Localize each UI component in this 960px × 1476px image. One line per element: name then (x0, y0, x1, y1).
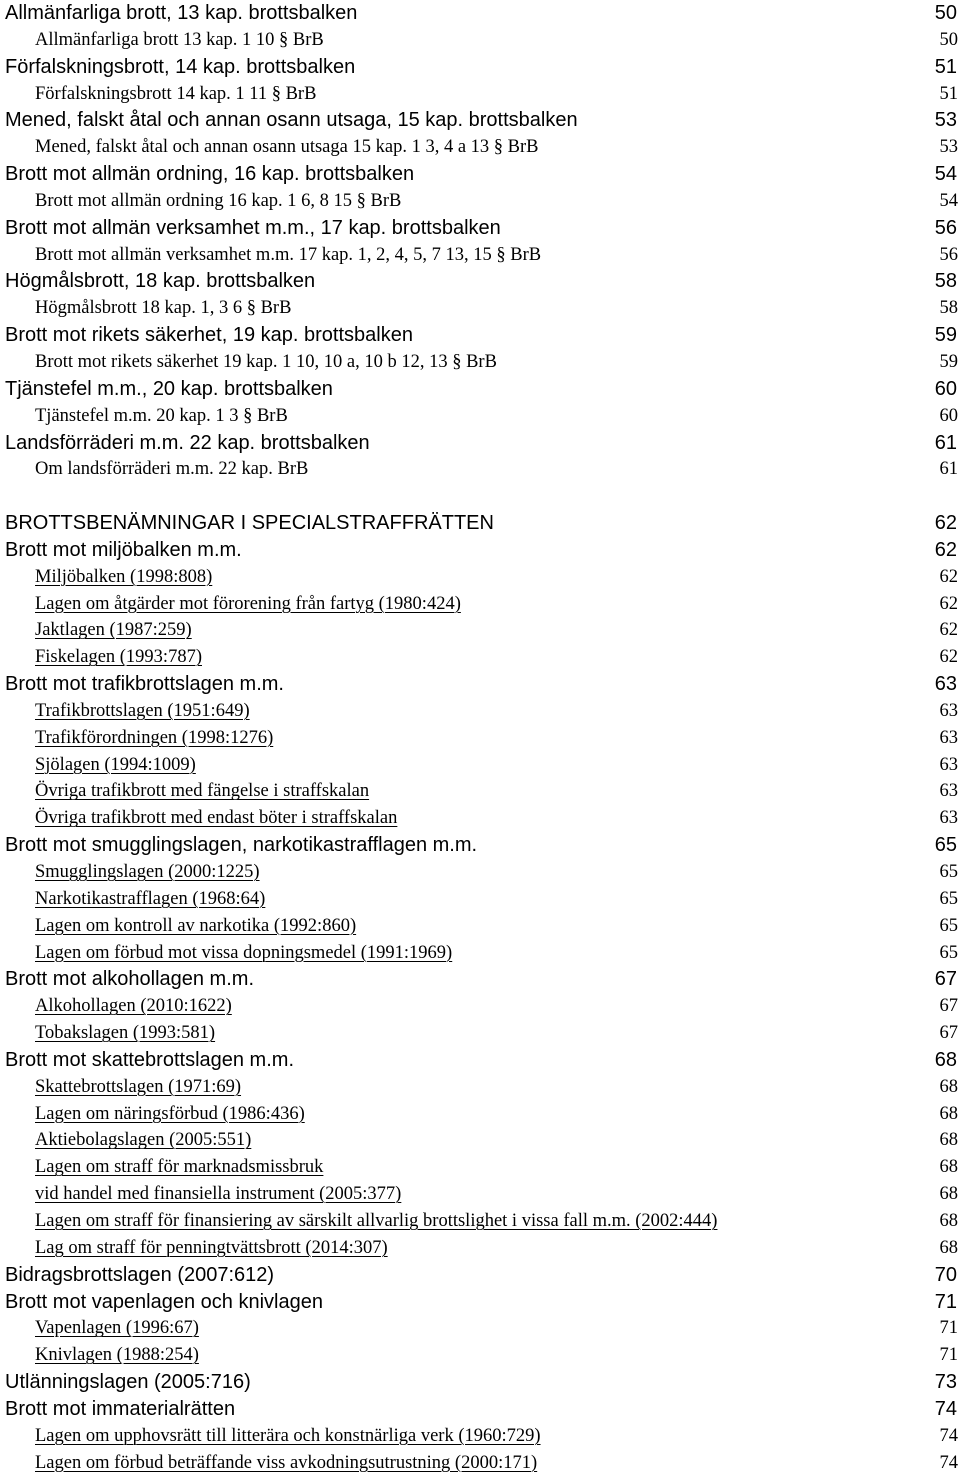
toc-entry-title: Förfalskningsbrott 14 kap. 1 11 § BrB (35, 83, 317, 104)
toc-entry-title: Brott mot allmän verksamhet m.m. 17 kap. 1, 2, 4, 5, 7 13, 15 § BrB (35, 244, 542, 265)
toc-entry-title: Brott mot rikets säkerhet, 19 kap. brottsbalken (5, 324, 413, 347)
toc-page-number: 71 (939, 1318, 958, 1339)
toc-page-number: 68 (939, 1157, 958, 1178)
toc-entry-title: Utlänningslagen (2005:716) (5, 1371, 251, 1394)
toc-page-number: 63 (939, 808, 958, 829)
toc-page-number: 65 (939, 915, 958, 936)
toc-page-number: 68 (939, 1210, 958, 1231)
toc-subentry[interactable] (0, 993, 960, 1020)
toc-entry-title: Lagen om förbud beträffande viss avkodningsutrustning (2000:171) (35, 1452, 538, 1473)
toc-page-number: 62 (939, 647, 958, 668)
toc-entry-title: Mened, falskt åtal och annan osann utsaga, 15 kap. brottsbalken (5, 109, 578, 132)
toc-page-number: 68 (939, 1130, 958, 1151)
toc-entry-title: Brott mot allmän verksamhet m.m., 17 kap. brottsbalken (5, 216, 501, 239)
toc-heading[interactable] (0, 107, 960, 134)
toc-entry-title: Lagen om upphovsrätt till litterära och konstnärliga verk (1960:729) (35, 1425, 541, 1446)
toc-subentry[interactable] (0, 349, 960, 376)
toc-page-number: 63 (934, 673, 957, 696)
toc-page-number: 51 (939, 83, 958, 104)
toc-page-number: 70 (934, 1263, 957, 1286)
toc-subentry[interactable] (0, 778, 960, 805)
toc-page-number: 62 (939, 593, 958, 614)
toc-page-number: 63 (939, 781, 958, 802)
toc-page-number: 58 (934, 270, 957, 293)
toc-page-number: 58 (939, 298, 958, 319)
toc-page-number: 51 (934, 55, 957, 78)
toc-subentry[interactable] (0, 886, 960, 913)
toc-page-number: 74 (939, 1425, 958, 1446)
toc-heading[interactable] (0, 268, 960, 295)
toc-page-number: 50 (939, 29, 958, 50)
toc-subentry[interactable] (0, 81, 960, 108)
toc-subentry[interactable] (0, 1154, 960, 1181)
toc-page-number: 68 (939, 1184, 958, 1205)
toc-page-number: 62 (934, 512, 957, 535)
toc-page-number: 73 (934, 1371, 957, 1394)
toc-entry-title: Lagen om näringsförbud (1986:436) (35, 1103, 305, 1124)
toc-page-number: 56 (934, 216, 957, 239)
toc-entry-title: Miljöbalken (1998:808) (35, 566, 213, 587)
toc-entry-title: Brott mot allmän ordning, 16 kap. brottsbalken (5, 163, 415, 186)
toc-page-number: 68 (939, 1237, 958, 1258)
toc-entry-title: Knivlagen (1988:254) (35, 1345, 199, 1366)
toc-subentry[interactable] (0, 134, 960, 161)
toc-entry-title: Tjänstefel m.m. 20 kap. 1 3 § BrB (35, 405, 288, 426)
toc-entry-title: Lagen om straff för marknadsmissbruk (35, 1157, 324, 1178)
toc-entry-title: Brott mot miljöbalken m.m. (5, 538, 242, 561)
toc-heading[interactable] (0, 1289, 960, 1316)
toc-subentry[interactable] (0, 725, 960, 752)
toc-page-number: 63 (939, 727, 958, 748)
toc-subentry[interactable] (0, 295, 960, 322)
toc-entry-title: Landsförräderi m.m. 22 kap. brottsbalken (5, 431, 370, 454)
toc-entry-title: Brott mot trafikbrottslagen m.m. (5, 673, 284, 696)
toc-heading[interactable] (0, 1262, 960, 1289)
toc-heading[interactable] (0, 376, 960, 403)
toc-page-number: 65 (939, 888, 958, 909)
toc-heading[interactable] (0, 832, 960, 859)
toc-subentry[interactable] (0, 859, 960, 886)
toc-subentry[interactable] (0, 591, 960, 618)
toc-heading[interactable] (0, 215, 960, 242)
toc-page-number: 60 (934, 377, 957, 400)
toc-subentry[interactable] (0, 1020, 960, 1047)
toc-entry-title: Trafikbrottslagen (1951:649) (35, 700, 250, 721)
toc-page-number: 60 (939, 405, 958, 426)
toc-subentry[interactable] (0, 1235, 960, 1262)
toc-heading[interactable] (0, 322, 960, 349)
toc-entry-title: Sjölagen (1994:1009) (35, 754, 196, 775)
toc-entry-title: Jaktlagen (1987:259) (35, 620, 192, 641)
toc-entry-title: Mened, falskt åtal och annan osann utsaga 15 kap. 1 3, 4 a 13 § BrB (35, 137, 539, 158)
toc-entry-title: BROTTSBENÄMNINGAR I SPECIALSTRAFFRÄTTEN (5, 512, 494, 535)
toc-page-number: 62 (939, 620, 958, 641)
toc-entry-title: Lagen om kontroll av narkotika (1992:860) (35, 915, 357, 936)
toc-subentry[interactable] (0, 913, 960, 940)
toc-heading[interactable] (0, 1047, 960, 1074)
toc-entry-title: Allmänfarliga brott 13 kap. 1 10 § BrB (35, 29, 324, 50)
toc-heading[interactable] (0, 430, 960, 457)
toc-page-number: 65 (939, 942, 958, 963)
toc-subentry[interactable] (0, 188, 960, 215)
toc-subentry[interactable] (0, 617, 960, 644)
toc-page-number: 63 (939, 700, 958, 721)
toc-subentry[interactable] (0, 27, 960, 54)
toc-page-number: 74 (934, 1397, 957, 1420)
toc-entry-title: Tobakslagen (1993:581) (35, 1023, 216, 1044)
toc-entry-title: Brott mot immaterialrätten (5, 1397, 236, 1420)
toc-entry-title: Smugglingslagen (2000:1225) (35, 862, 260, 882)
toc-entry-title: Bidragsbrottslagen (2007:612) (5, 1263, 275, 1286)
toc-page-number: 65 (939, 862, 958, 882)
toc-entry-title: Brott mot smugglingslagen, narkotikastrafflagen m.m. (5, 834, 478, 857)
toc-entry-title: Förfalskningsbrott, 14 kap. brottsbalken (5, 55, 356, 78)
toc-page-number: 74 (939, 1452, 958, 1473)
toc-page-number: 68 (939, 1103, 958, 1124)
toc-entry-title: Brott mot vapenlagen och knivlagen (5, 1290, 323, 1313)
toc-page-number: 59 (939, 351, 958, 372)
toc-page-number: 62 (934, 538, 957, 561)
toc-subentry[interactable] (0, 940, 960, 967)
toc-page-number: 50 (934, 2, 957, 24)
toc-entry-title: Trafikförordningen (1998:1276) (35, 727, 274, 748)
toc-subentry[interactable] (0, 1074, 960, 1101)
toc-entry-title: Allmänfarliga brott, 13 kap. brottsbalken (5, 2, 358, 24)
section-gap (0, 483, 960, 510)
toc-subentry[interactable] (0, 644, 960, 671)
toc-entry-title: Lagen om straff för finansiering av särskilt allvarlig brottslighet i vissa fall m.m. (2002:444) (35, 1210, 718, 1231)
toc-entry-title: Övriga trafikbrott med fängelse i straffskalan (35, 781, 370, 802)
toc-subentry[interactable] (0, 1208, 960, 1235)
toc-entry-title: Högmålsbrott 18 kap. 1, 3 6 § BrB (35, 298, 292, 319)
toc-subentry[interactable] (0, 564, 960, 591)
toc-page-number: 67 (939, 996, 958, 1017)
toc-page-number: 61 (934, 431, 957, 454)
toc-entry-title: Högmålsbrott, 18 kap. brottsbalken (5, 270, 316, 293)
toc-entry-title: Om landsförräderi m.m. 22 kap. BrB (35, 459, 309, 480)
toc-subentry[interactable] (0, 456, 960, 483)
toc-page-number: 71 (934, 1290, 957, 1313)
toc-entry-title: Lagen om förbud mot vissa dopningsmedel (1991:1969) (35, 942, 453, 963)
toc-entry-title: Fiskelagen (1993:787) (35, 647, 202, 668)
toc-subentry[interactable] (0, 1181, 960, 1208)
toc-heading[interactable] (0, 671, 960, 698)
toc-heading[interactable] (0, 1369, 960, 1396)
toc-subentry[interactable] (0, 1127, 960, 1154)
toc-subentry[interactable] (0, 698, 960, 725)
toc-subentry[interactable] (0, 1101, 960, 1128)
toc-page-number: 61 (939, 459, 958, 480)
toc-entry-title: Tjänstefel m.m., 20 kap. brottsbalken (5, 377, 333, 400)
toc-entry-title: vid handel med finansiella instrument (2005:377) (35, 1184, 402, 1205)
toc-heading[interactable] (0, 161, 960, 188)
toc-entry-title: Narkotikastrafflagen (1968:64) (35, 888, 266, 909)
toc-entry-title: Skattebrottslagen (1971:69) (35, 1076, 242, 1097)
toc-page-number: 67 (934, 968, 957, 991)
toc-entry-title: Lagen om åtgärder mot förorening från fartyg (1980:424) (35, 593, 461, 614)
toc-page-number: 53 (939, 137, 958, 158)
toc-page-number: 63 (939, 754, 958, 775)
toc-subentry[interactable] (0, 403, 960, 430)
toc-subentry[interactable] (0, 805, 960, 832)
toc-subentry[interactable] (0, 752, 960, 779)
toc-page-number: 65 (934, 834, 957, 857)
toc-heading[interactable] (0, 1396, 960, 1423)
toc-page-number: 71 (939, 1345, 958, 1366)
toc-subentry[interactable] (0, 1342, 960, 1369)
toc-heading[interactable] (0, 966, 960, 993)
toc-heading[interactable] (0, 54, 960, 81)
toc-entry-title: Aktiebolagslagen (2005:551) (35, 1130, 252, 1151)
toc-entry-title: Brott mot allmän ordning 16 kap. 1 6, 8 15 § BrB (35, 190, 402, 211)
toc-subentry[interactable] (0, 1450, 960, 1476)
toc-page-number: 54 (939, 190, 958, 211)
toc-entry-title: Övriga trafikbrott med endast böter i straffskalan (35, 808, 398, 829)
toc-page-number: 56 (939, 244, 958, 265)
toc-page-number: 68 (934, 1048, 957, 1071)
toc-entry-title: Brott mot skattebrottslagen m.m. (5, 1048, 294, 1071)
toc-page-number: 53 (934, 109, 957, 132)
toc-entry-title: Brott mot rikets säkerhet 19 kap. 1 10, 10 a, 10 b 12, 13 § BrB (35, 351, 497, 372)
toc-subentry[interactable] (0, 242, 960, 269)
toc-page-number: 62 (939, 566, 958, 587)
toc-heading[interactable] (0, 510, 960, 537)
toc-entry-title: Vapenlagen (1996:67) (35, 1318, 199, 1339)
toc-subentry[interactable] (0, 1315, 960, 1342)
toc-entry-title: Alkohollagen (2010:1622) (35, 996, 232, 1017)
toc-heading[interactable] (0, 0, 960, 27)
toc-page-number: 59 (934, 324, 957, 347)
toc-subentry[interactable] (0, 1423, 960, 1450)
toc-heading[interactable] (0, 537, 960, 564)
toc-entry-title: Brott mot alkohollagen m.m. (5, 968, 254, 991)
toc-entry-title: Lag om straff för penningtvättsbrott (2014:307) (35, 1237, 388, 1258)
toc-page-number: 54 (934, 163, 957, 186)
toc-page-number: 68 (939, 1076, 958, 1097)
toc-page-number: 67 (939, 1023, 958, 1044)
